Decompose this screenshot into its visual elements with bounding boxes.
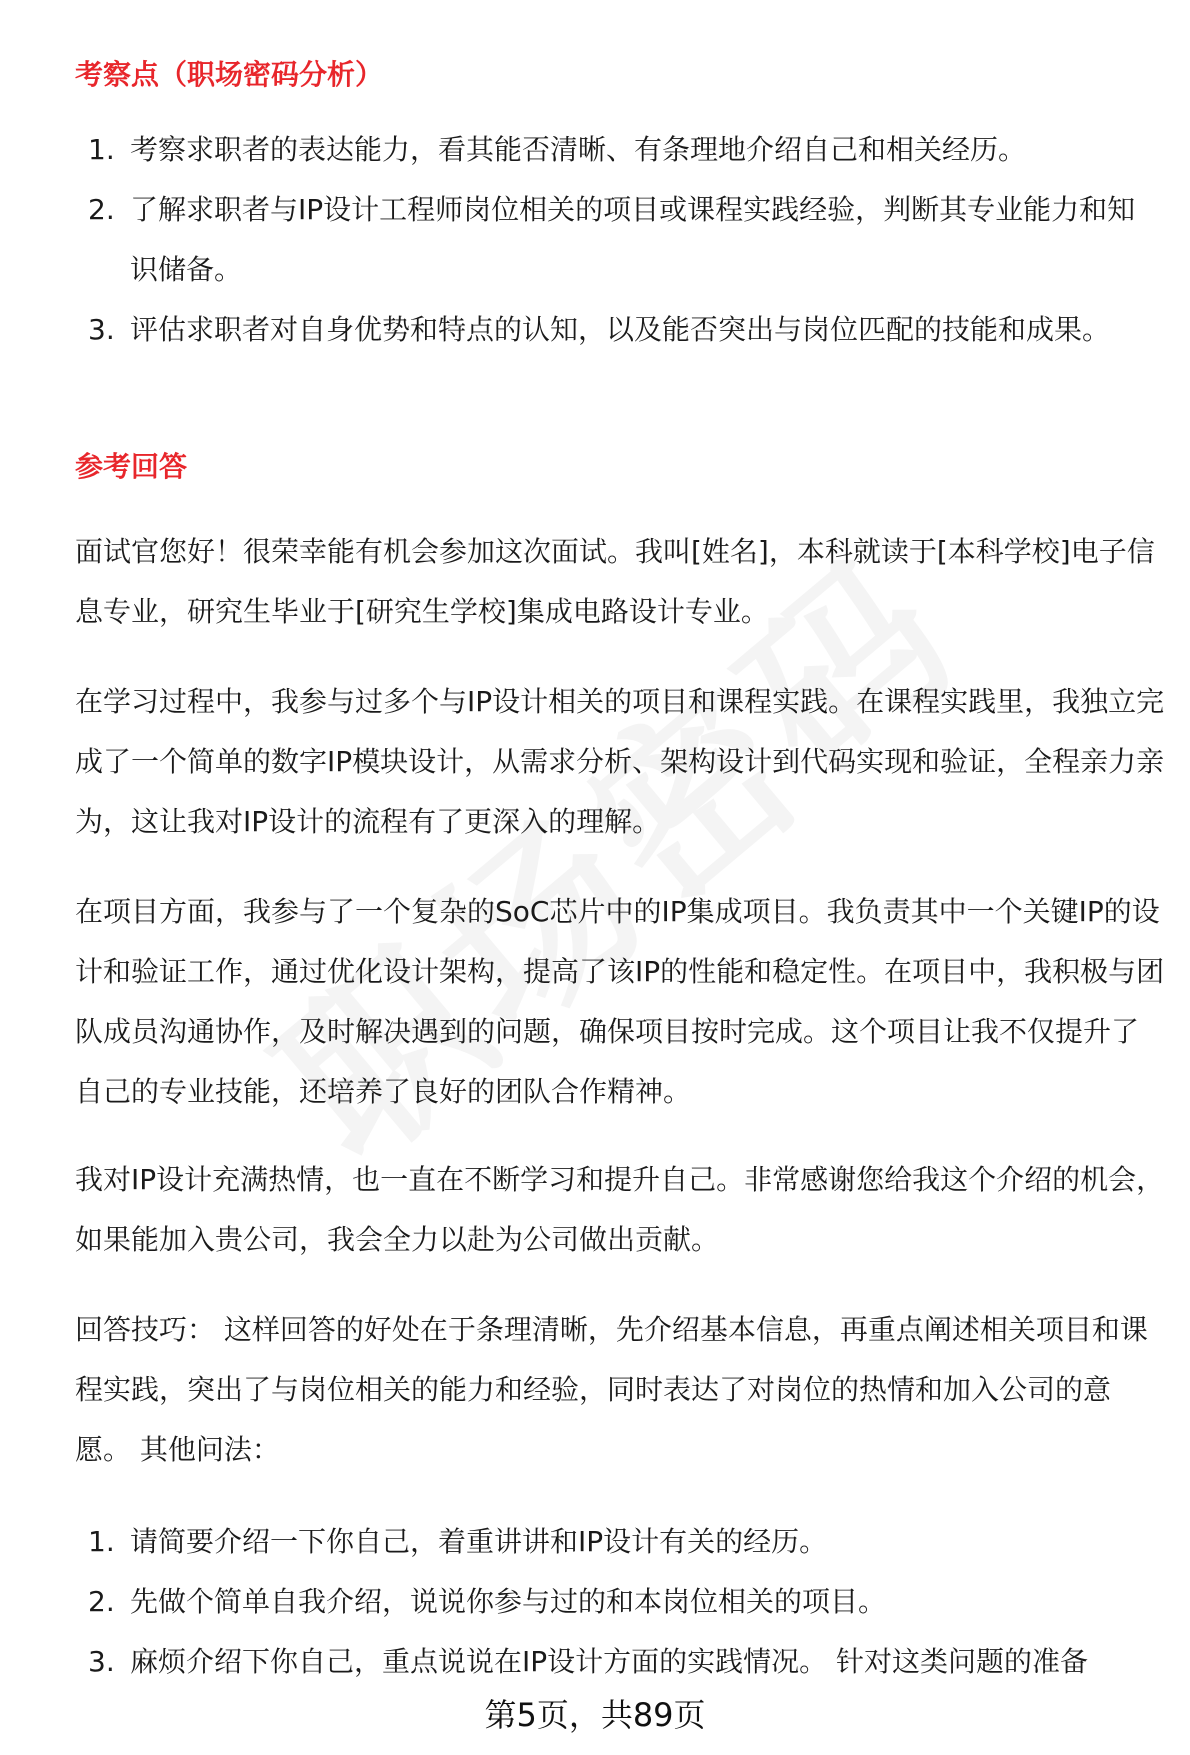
- list-item: [0, 120, 1190, 180]
- list-text: 先做个简单自我介绍，说说你参与过的和本岗位相关的项目。: [130, 1585, 887, 1618]
- answer-paragraph: 在项目方面，我参与了一个复杂的SoC芯片中的IP集成项目。我负责其中一个关键IP的设计和验证工作，通过优化设计架构，提高了该IP的性能和稳定性。在项目中，我积极与团队成员沟通协作，及时解决遇到的问题，确保项目按时完成。这个项目让我不仅提升了自己的专业技能，还培养了良好的团队合作精神。: [75, 895, 1165, 1108]
- list-item: [0, 1632, 1190, 1692]
- answer-paragraph: 面试官您好！很荣幸能有机会参加这次面试。我叫[姓名]，本科就读于[本科学校]电子信息专业，研究生毕业于[研究生学校]集成电路设计专业。: [75, 535, 1155, 628]
- list-text: 了解求职者与IP设计工程师岗位相关的项目或课程实践经验，判断其专业能力和知识储备。: [130, 193, 1136, 286]
- list-number: 3.: [88, 313, 115, 346]
- page-number-footer: 第5页，共89页: [484, 1696, 706, 1734]
- list-text: 麻烦介绍下你自己，重点说说在IP设计方面的实践情况。 针对这类问题的准备: [130, 1645, 1089, 1678]
- list-text: 请简要介绍一下你自己，着重讲讲和IP设计有关的经历。: [130, 1525, 828, 1558]
- list-item: [0, 1512, 1190, 1572]
- answer-tips-paragraph: 回答技巧： 这样回答的好处在于条理清晰，先介绍基本信息，再重点阐述相关项目和课程实践，突出了与岗位相关的能力和经验，同时表达了对岗位的热情和加入公司的意愿。 其他问法：: [75, 1313, 1148, 1466]
- answer-paragraph: 在学习过程中，我参与过多个与IP设计相关的项目和课程实践。在课程实践里，我独立完成了一个简单的数字IP模块设计，从需求分析、架构设计到代码实现和验证，全程亲力亲为，这让我对IP设计的流程有了更深入的理解。: [75, 685, 1165, 838]
- alternative-questions-list: [0, 1512, 1190, 1692]
- section-title-reference-answer: 参考回答: [75, 450, 188, 483]
- list-text: 评估求职者对自身优势和特点的认知，以及能否突出与岗位匹配的技能和成果。: [130, 313, 1111, 346]
- answer-paragraph: 我对IP设计充满热情，也一直在不断学习和提升自己。非常感谢您给我这个介绍的机会，如果能加入贵公司，我会全力以赴为公司做出贡献。: [75, 1163, 1165, 1256]
- list-number: 2.: [88, 1585, 115, 1618]
- section-title-exam-points: 考察点（职场密码分析）: [75, 58, 384, 91]
- list-number: 1.: [88, 1525, 115, 1558]
- exam-points-list: [0, 120, 1190, 360]
- list-number: 3.: [88, 1645, 115, 1678]
- list-item: [0, 1572, 1190, 1632]
- list-item: [0, 180, 1190, 300]
- list-number: 1.: [88, 133, 115, 166]
- list-item: [0, 300, 1190, 360]
- list-number: 2.: [88, 193, 115, 226]
- list-text: 考察求职者的表达能力，看其能否清晰、有条理地介绍自己和相关经历。: [130, 133, 1027, 166]
